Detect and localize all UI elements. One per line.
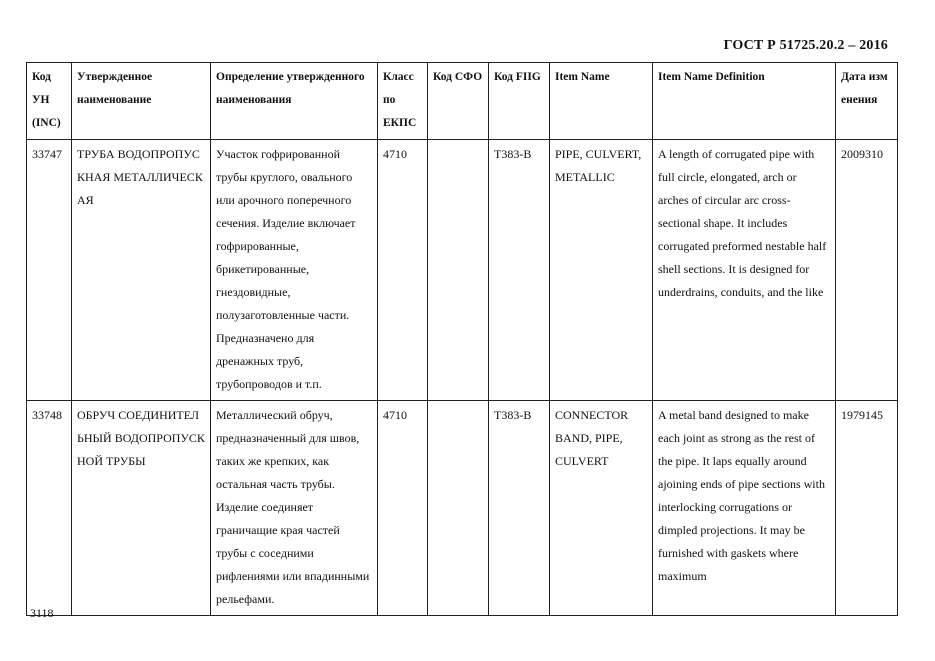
cell-code: 33748 xyxy=(27,401,72,616)
cell-approved-name: ТРУБА ВОДОПРОПУСКНАЯ МЕТАЛЛИЧЕСКАЯ xyxy=(72,140,211,401)
cell-item-name: PIPE, CULVERT, METALLIC xyxy=(550,140,653,401)
table-row xyxy=(27,140,898,401)
header-definition: Определение утвержденного наименования xyxy=(211,63,378,140)
cell-item-definition: A metal band designed to make each joint as strong as the rest of the pipe. It laps equally around ajoining ends of pipe sections with interlocking corrugations or dimpled projections. It may be furnished with gaskets where maximum xyxy=(653,401,836,616)
cell-code: 33747 xyxy=(27,140,72,401)
page-number: 3118 xyxy=(30,606,54,620)
catalog-table xyxy=(26,62,898,616)
header-approved-name: Утвержденное наименование xyxy=(72,63,211,140)
header-item-name: Item Name xyxy=(550,63,653,140)
cell-date: 1979145 xyxy=(836,401,898,616)
header-class: Класс по ЕКПС xyxy=(378,63,428,140)
cell-fiig: T383-B xyxy=(489,140,550,401)
document-title: ГОСТ Р 51725.20.2 – 2016 xyxy=(723,38,888,53)
header-date: Дата изменения xyxy=(836,63,898,140)
header-fiig: Код FIIG xyxy=(489,63,550,140)
cell-definition: Металлический обруч, предназначенный для швов, таких же крепких, как остальная часть трубы. Изделие соединяет граничащие края частей трубы с соседними рифлениями или впадинными рельефами. xyxy=(211,401,378,616)
cell-fiig: T383-B xyxy=(489,401,550,616)
cell-approved-name: ОБРУЧ СОЕДИНИТЕЛЬНЫЙ ВОДОПРОПУСКНОЙ ТРУБЫ xyxy=(72,401,211,616)
cell-date: 2009310 xyxy=(836,140,898,401)
cell-class: 4710 xyxy=(378,140,428,401)
cell-class: 4710 xyxy=(378,401,428,616)
table-row xyxy=(27,401,898,616)
header-code: Код УН (INC) xyxy=(27,63,72,140)
cell-item-definition: A length of corrugated pipe with full circle, elongated, arch or arches of circular arc cross-sectional shape. It includes corrugated preformed nestable half shell sections. It is designed for underdrains, conduits, and the like xyxy=(653,140,836,401)
table-header-row xyxy=(27,63,898,140)
cell-definition: Участок гофрированной трубы круглого, овального или арочного поперечного сечения. Изделие включает гофрированные, брикетированные, гнездовидные, полузаготовленные части. Предназначено для дренажных труб, трубопроводов и т.п. xyxy=(211,140,378,401)
cell-sfo xyxy=(428,401,489,616)
header-sfo: Код СФО xyxy=(428,63,489,140)
cell-item-name: CONNECTOR BAND, PIPE, CULVERT xyxy=(550,401,653,616)
header-item-definition: Item Name Definition xyxy=(653,63,836,140)
cell-sfo xyxy=(428,140,489,401)
